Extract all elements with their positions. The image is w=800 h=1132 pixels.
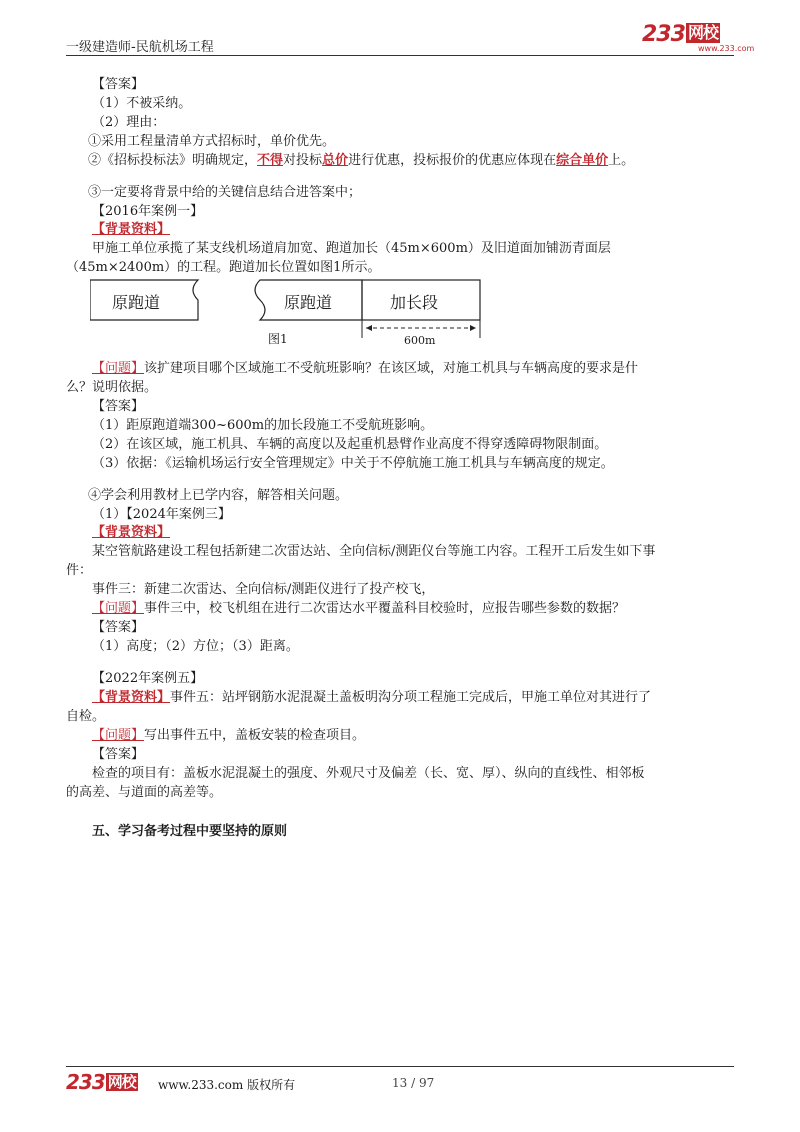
- diagram-label-2: 原跑道: [284, 293, 333, 312]
- question-1: [92, 360, 638, 378]
- answer-2-line-1: （1）距原跑道端300~600m的加长段施工不受航班影响。: [92, 418, 434, 433]
- case-2024-event: 事件三：新建二次雷达、全向信标/测距仪进行了投产校飞，: [92, 582, 435, 597]
- case-2022-bg: [92, 689, 651, 707]
- logo-url: www.233.com: [698, 44, 755, 53]
- keyword-bude: 不得: [257, 153, 284, 168]
- question-2: [92, 600, 625, 618]
- answer-label-4: 【答案】: [92, 747, 145, 762]
- background-tag-2: 【背景资料】: [92, 525, 171, 540]
- footer-rule: [66, 1066, 734, 1067]
- answer-3-line-1: （1）高度；（2）方位；（3）距离。: [92, 639, 299, 654]
- background-tag: 【背景资料】: [92, 222, 171, 237]
- answer-2-line-2: （2）在该区域，施工机具、车辆的高度以及起重机悬臂作业高度不得穿透障碍物限制面。: [92, 437, 608, 452]
- answer-label-2: 【答案】: [92, 399, 145, 414]
- header-rule: [66, 55, 734, 56]
- answer-4-line-1: 检查的项目有：盖板水泥混凝土的强度、外观尺寸及偏差（长、宽、厚）、纵向的直线性、相邻板: [92, 766, 645, 781]
- dim-arrow-left: [366, 325, 372, 331]
- background-text-2: （45m×2400m）的工程。跑道加长位置如图1所示。: [66, 260, 381, 275]
- answer-line-2: （2）理由：: [92, 115, 166, 130]
- logo-box: 网校: [687, 23, 718, 42]
- answer-4-line-2: 的高差、与道面的高差等。: [66, 785, 223, 800]
- question-2-text: 事件三中，校飞机组在进行二次雷达水平覆盖科目校验时，应报告哪些参数的数据？: [144, 601, 626, 616]
- case-2022-bg-text: 事件五：站坪钢筋水泥混凝土盖板明沟分项工程施工完成后，甲施工单位对其进行了: [170, 690, 652, 705]
- case-2022-title: 【2022年案例五】: [92, 671, 204, 686]
- question-tag: 【问题】: [92, 361, 145, 376]
- answer-line-1: （1）不被采纳。: [92, 96, 192, 111]
- answer-label-3: 【答案】: [92, 620, 145, 635]
- header-title: 一级建造师-民航机场工程: [66, 40, 214, 55]
- point-2-g: 上。: [608, 153, 635, 168]
- case-2024-text-1b: 件：: [66, 563, 93, 578]
- footer-logo-box: 网校: [107, 1073, 136, 1091]
- question-1-cont: 么？说明依据。: [66, 380, 158, 395]
- footer-logo: [66, 1070, 138, 1094]
- case-2022-bg-cont: 自检。: [66, 709, 106, 724]
- case-2016-title: 【2016年案例一】: [92, 204, 204, 219]
- footer-site: www.233.com 版权所有: [158, 1078, 296, 1092]
- point-4: ④学会利用教材上已学内容，解答相关问题。: [88, 488, 349, 503]
- diagram-label-1: 原跑道: [112, 293, 161, 312]
- point-2-a: ②《招标投标法》明确规定，: [88, 153, 258, 168]
- footer-logo-number: 233: [66, 1070, 105, 1094]
- figure-caption: 图1: [268, 332, 288, 346]
- point-2: [88, 152, 634, 170]
- question-tag-2: 【问题】: [92, 601, 145, 616]
- background-text-1: 甲施工单位承揽了某支线机场道肩加宽、跑道加长（45m×600m）及旧道面加铺沥青面层: [92, 241, 611, 256]
- case-2024-title: （1）【2024年案例三】: [92, 507, 231, 522]
- question-3-text: 写出事件五中，盖板安装的检查项目。: [144, 728, 366, 743]
- question-tag-3: 【问题】: [92, 728, 145, 743]
- dimension-label: 600m: [404, 334, 436, 347]
- page-number: 13 / 97: [392, 1076, 435, 1090]
- point-2-e: 进行优惠，投标报价的优惠应体现在: [348, 153, 557, 168]
- diagram-label-3: 加长段: [390, 293, 439, 312]
- question-1-text: 该扩建项目哪个区域施工不受航班影响？在该区域，对施工机具与车辆高度的要求是什: [144, 361, 639, 376]
- answer-label: 【答案】: [92, 77, 145, 92]
- point-3: ③一定要将背景中给的关键信息结合进答案中；: [88, 185, 362, 200]
- keyword-zonghedanjia: 综合单价: [556, 153, 609, 168]
- point-1: ①采用工程量清单方式招标时，单价优先。: [88, 134, 336, 149]
- section-5-heading: 五、学习备考过程中要坚持的原则: [92, 824, 288, 839]
- point-2-c: 对投标: [283, 153, 323, 168]
- keyword-zongjia: 总价: [322, 153, 349, 168]
- case-2024-text-1: 某空管航路建设工程包括新建二次雷达站、全向信标/测距仪台等施工内容。工程开工后发生如下事: [92, 544, 656, 559]
- answer-2-line-3: （3）依据：《运输机场运行安全管理规定》中关于不停航施工施工机具与车辆高度的规定。: [92, 456, 614, 471]
- question-3: [92, 727, 365, 745]
- dim-arrow-right: [470, 325, 476, 331]
- logo-number: 233: [642, 22, 685, 47]
- background-tag-3: 【背景资料】: [92, 690, 171, 705]
